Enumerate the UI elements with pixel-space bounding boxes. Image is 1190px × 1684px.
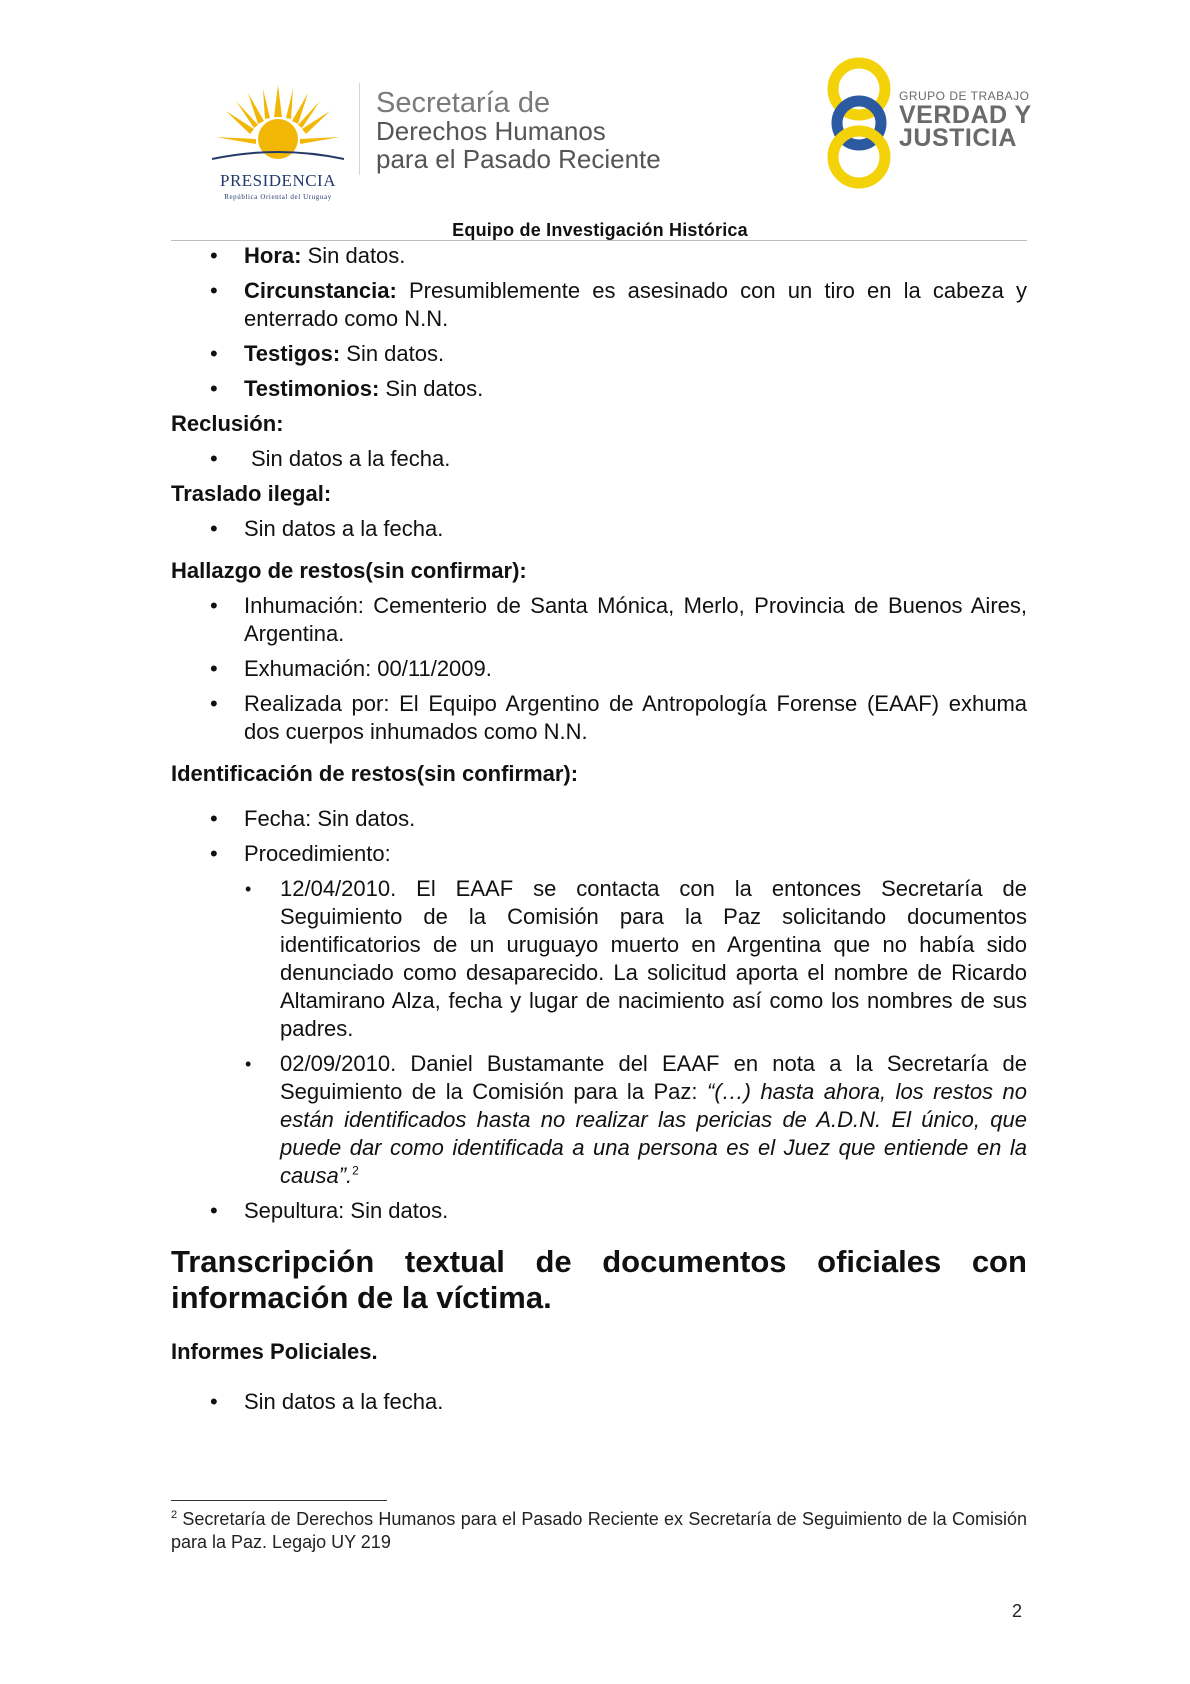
informes-item: Sin datos a la fecha. (244, 1389, 444, 1414)
hora-value: Sin datos. (301, 243, 406, 268)
bullet-icon: • (210, 1389, 218, 1414)
title-word: textual (404, 1244, 505, 1279)
testigos-value: Sin datos. (340, 341, 445, 366)
reclusion-heading: Reclusión: (171, 411, 284, 436)
hora-label: Hora: (244, 243, 302, 268)
hallazgo-heading: Hallazgo de restos(sin confirmar): (171, 558, 527, 583)
title-word: de (535, 1244, 572, 1279)
title-word: con (971, 1244, 1027, 1279)
presidencia-logo (198, 81, 358, 201)
bullet-icon: • (210, 1198, 218, 1223)
secretaria-line-2: Derechos Humanos (376, 116, 606, 146)
list-item-hora (171, 242, 1027, 270)
bullet-icon: • (210, 593, 218, 618)
sun-emblem-icon (198, 81, 358, 171)
traslado-heading: Traslado ilegal: (171, 481, 332, 506)
bullet-icon: • (210, 516, 218, 541)
reclusion-item: Sin datos a la fecha. (251, 446, 451, 471)
team-title: Equipo de Investigación Histórica (452, 220, 748, 240)
bullet-icon: • (210, 278, 218, 303)
identificacion-heading: Identificación de restos(sin confirmar): (171, 761, 579, 786)
small-bullet-icon: • (245, 1054, 252, 1074)
secretaria-logo-text (376, 89, 661, 173)
hallazgo-exhumacion: Exhumación: 00/11/2009. (244, 656, 492, 681)
bullet-icon: • (210, 841, 218, 866)
header-divider (359, 83, 360, 175)
bullet-icon: • (210, 691, 218, 716)
secretaria-line-3: para el Pasado Reciente (376, 144, 661, 174)
list-item-testigos (171, 340, 1027, 368)
testigos-label: Testigos: (244, 341, 341, 366)
section-title (171, 1244, 1027, 1316)
section-title-line-2: información de la víctima. (171, 1280, 552, 1315)
bullet-icon: • (210, 446, 218, 471)
vj-line-2: JUSTICIA (899, 124, 1017, 152)
document-body (171, 242, 1027, 1423)
presidencia-subtitle: República Oriental del Uruguay (224, 193, 332, 201)
bullet-icon: • (210, 341, 218, 366)
list-item (171, 1197, 1027, 1225)
informes-heading: Informes Policiales. (171, 1339, 378, 1364)
hallazgo-inhumacion: Inhumación: Cementerio de Santa Mónica, Merlo, Provincia de Buenos Aires, Argentina. (244, 593, 1027, 646)
presidencia-title: PRESIDENCIA (219, 171, 336, 190)
title-word: Transcripción (171, 1244, 375, 1279)
page-header (0, 55, 1190, 201)
sub-list-item (171, 1050, 1027, 1190)
vj-small-label: GRUPO DE TRABAJO (899, 89, 1030, 103)
bullet-icon: • (210, 376, 218, 401)
identificacion-procedimiento: Procedimiento: (244, 841, 391, 866)
procedimiento-step-2: 02/09/2010. Daniel Bustamante del EAAF en nota a la Secretaría de Seguimiento de la Comisión para la Paz: (280, 1051, 1027, 1104)
list-item (171, 1388, 1027, 1416)
identificacion-fecha: Fecha: Sin datos. (244, 806, 416, 831)
traslado-item: Sin datos a la fecha. (244, 516, 444, 541)
linked-rings-icon (826, 57, 896, 189)
section-title-line-1 (171, 1244, 1027, 1280)
list-item (171, 515, 1027, 543)
procedimiento-quote: “(…) hasta ahora, los restos no están identificados hasta no realizar las pericias de A.D.N. El único, que puede dar como identificada a una persona es el Juez que entiende en la causa”. (280, 1079, 1027, 1188)
circunstancia-value: Presumiblemente es asesinado con un tiro en la cabeza y enterrado como N.N. (244, 278, 1027, 331)
header-rule (171, 240, 1027, 241)
list-item (171, 840, 1027, 868)
footnote-rule (171, 1500, 387, 1501)
list-item (171, 445, 1027, 473)
bullet-icon: • (210, 656, 218, 681)
small-bullet-icon: • (245, 879, 252, 899)
verdad-justicia-logo (826, 57, 1032, 189)
list-item-circunstancia (171, 277, 1027, 333)
footnote-text: Secretaría de Derechos Humanos para el Pasado Reciente ex Secretaría de Seguimiento de la Comisión para la Paz. Legajo UY 219 (171, 1509, 1027, 1552)
procedimiento-step-1: 12/04/2010. El EAAF se contacta con la entonces Secretaría de Seguimiento de la Comisión para la Paz solicitando documentos identificatorios de un uruguayo muerto en Argentina que no había sido denunciado como desaparecido. La solicitud aporta el nombre de Ricardo Altamirano Alza, fecha y lugar de nacimiento así como los nombres de sus padres. (280, 876, 1027, 1041)
hallazgo-realizada: Realizada por: El Equipo Argentino de Antropología Forense (EAAF) exhuma dos cuerpos inhumados como N.N. (244, 691, 1027, 744)
testimonios-label: Testimonios: (244, 376, 380, 401)
bullet-icon: • (210, 243, 218, 268)
footnote-number: 2 (171, 1509, 178, 1521)
vj-line-1: VERDAD Y (899, 101, 1032, 129)
title-word: oficiales (817, 1244, 942, 1279)
footnote-reference: 2 (352, 1163, 359, 1178)
page-number: 2 (1012, 1601, 1023, 1621)
secretaria-line-1: Secretaría de (376, 87, 551, 119)
list-item (171, 655, 1027, 683)
footnote (171, 1508, 1027, 1554)
list-item (171, 690, 1027, 746)
title-word: documentos (602, 1244, 787, 1279)
bullet-icon: • (210, 806, 218, 831)
list-item (171, 805, 1027, 833)
list-item-testimonios (171, 375, 1027, 403)
list-item (171, 592, 1027, 648)
sub-list-item (171, 875, 1027, 1043)
circunstancia-label: Circunstancia: (244, 278, 397, 303)
identificacion-sepultura: Sepultura: Sin datos. (244, 1198, 449, 1223)
testimonios-value: Sin datos. (379, 376, 484, 401)
